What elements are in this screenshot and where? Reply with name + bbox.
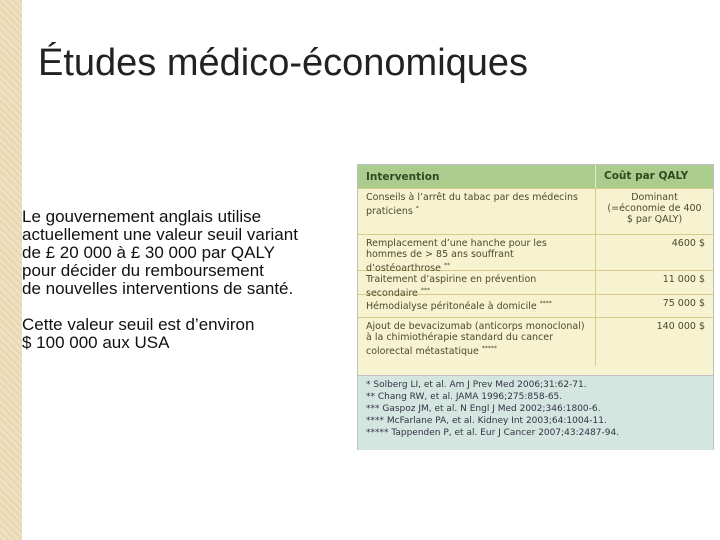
body-line: de nouvelles interventions de santé.: [22, 279, 294, 298]
body-line: $ 100 000 aux USA: [22, 333, 170, 352]
cost-cell: Dominant (=économie de 400 $ par QALY): [595, 189, 713, 234]
intervention-cell: Remplacement d’une hanche pour les hommes de > 85 ans souffrant d’ostéoarthrose **: [366, 238, 547, 275]
body-line: Le gouvernement anglais utilise: [22, 207, 262, 226]
table-row: [358, 234, 713, 275]
reference-item: **** McFarlane PA, et al. Kidney Int 2003;64:1004-11.: [366, 416, 607, 426]
reference-item: * Solberg LI, et al. Am J Prev Med 2006;31:62-71.: [366, 380, 587, 390]
table-row: [358, 317, 713, 366]
reference-item: ** Chang RW, et al. JAMA 1996;275:858-65.: [366, 392, 563, 402]
references-box: [358, 375, 713, 450]
body-line: actuellement une valeur seuil variant: [22, 225, 298, 244]
paragraph-spacer: [22, 298, 352, 316]
table-row: [358, 294, 713, 317]
cost-cell: 140 000 $: [595, 318, 713, 366]
intervention-cell: Traitement d’aspirine en prévention secondaire ***: [366, 274, 537, 300]
cost-cell: 11 000 $: [595, 271, 713, 294]
cost-cell: 4600 $: [595, 235, 713, 270]
body-line: pour décider du remboursement: [22, 261, 264, 280]
header-cost: Coût par QALY: [595, 165, 713, 188]
cost-per-qaly-table: [357, 164, 714, 450]
reference-item: *** Gaspoz JM, et al. N Engl J Med 2002;346:1800-6.: [366, 404, 601, 414]
body-line: Cette valeur seuil est d’environ: [22, 315, 255, 334]
slide-title: Études médico-économiques: [38, 42, 529, 84]
header-intervention: Intervention: [366, 170, 440, 183]
table-header: [358, 165, 713, 188]
slide-body: [22, 208, 352, 352]
table-row: [358, 270, 713, 300]
intervention-cell: Ajout de bevacizumab (anticorps monoclonal) à la chimiothérapie standard du cancer colorectal métastatique *****: [366, 321, 585, 358]
reference-item: ***** Tappenden P, et al. Eur J Cancer 2007;43:2487-94.: [366, 428, 620, 438]
table-row: [358, 188, 713, 234]
intervention-cell: Hémodialyse péritonéale à domicile ****: [366, 300, 552, 313]
body-line: de £ 20 000 à £ 30 000 par QALY: [22, 243, 275, 262]
decorative-side-band: [0, 0, 22, 540]
cost-cell: 75 000 $: [595, 295, 713, 317]
intervention-cell: Conseils à l’arrêt du tabac par des médecins praticiens *: [366, 192, 578, 218]
